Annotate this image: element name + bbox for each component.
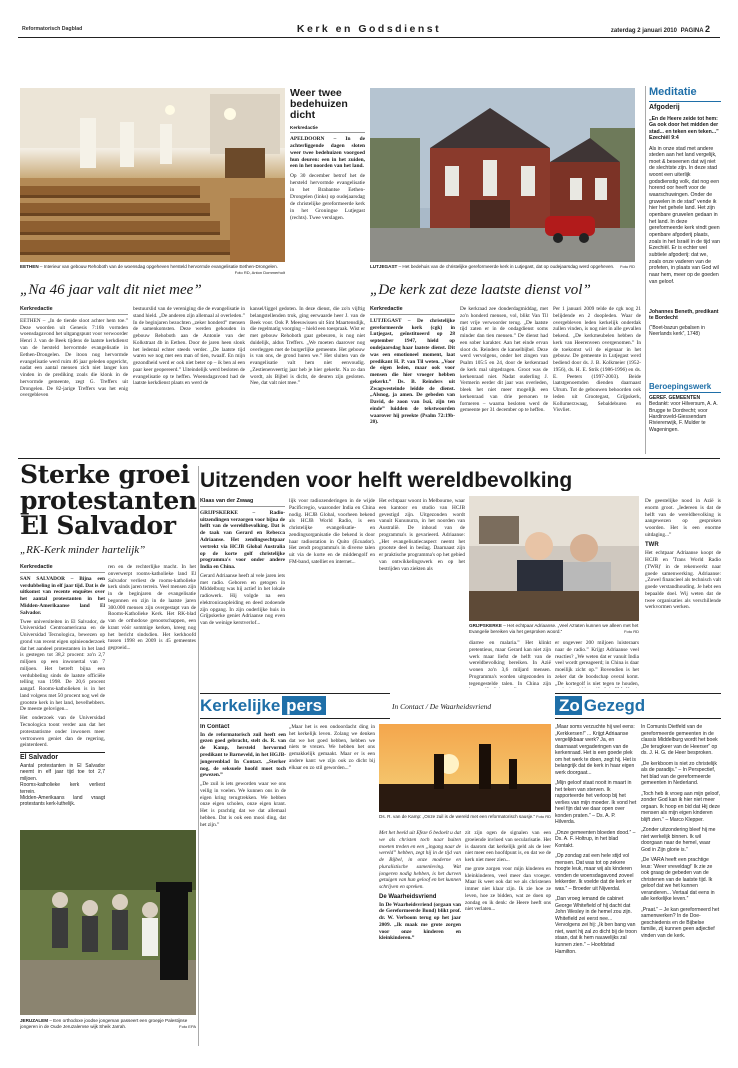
zogezegd-right-item: „De VARA heeft een prachtige leus: ‘Weer vreveldag!’ Ik zie ze ook graag de gebeden van de christenen van de laatste tijd. Ik geloof dat we het kunnen veranderen... Vertaal dat eens in alle kerkelijke leven.” [641,857,715,903]
wereld-col1-text: Gerard Adriaanse heeft al vele jaren iets met radio. Geboren en getogen in Middelburg was hij actief in het lokale radiowerk. Hij volgde na een elektronicaopleiding en deed zodoende zijn opgang. In zijn ouderlijke huis in Grijpskerke geniet Adriaanse nog even van de weinige kerstverlof... [200,572,285,627]
eethen-col-1 [20,306,128,454]
kp-col3-text: Met het beeld uit Efeze 6 bedoelt u dat we als christen toch naar buiten moeten treden en een „ingang naar de wereld” hebben, zegt hij in de tijd van de Bijbel, in onze moderne en pluralistische samenleving. Wat jongeren nodig hebben, is het durven getuigen van hun geloof en het kunnen schrijven en spreken. [379,830,461,891]
zogezegd-banner [555,693,721,719]
kerkelijke-pers-title-2: pers [282,696,326,715]
zogezegd-right-item: „Praat.” – Je kan gereformeerd het samenwerken? In de Doe-geschiedenis en de Bijbelse familie, zij kunnen geen adjectief vinden van de kerk. [641,906,720,939]
kp-col5-text: me grote zorgen voor mijn kinderen en kleinkinderen, veel meer dan vroeger. Maar ik weet ook dat we als christenen immer niet klaar zijn. Ik zie hoe ze leven, hoe ze bidden, wat ze doen op zondag en ik denk: de Heere heeft ons niet verlaten... [465,865,551,913]
zogezegd-col-2 [641,724,721,1044]
jeruzalem-caption [20,1018,196,1029]
wereld-col-2: lijk voor radiozenderingen in de wijde Pacificregio, waaronder India en China nodig. HCJB Global, voorheen bekend als HCJB World Radio, is een christelijke evangelisatie- en zendingsorganisatie die bekend is door haar radiostation in Quito (Ecuador). Het zendt programma's in diverse talen uit via de korte en de middengolf en FM-band, satelliet en internet... [289,498,375,565]
jeruzalem-caption-credit: Foto EPA [179,1023,196,1029]
meditatie-subtitle: Afgoderij [649,103,680,111]
beroepingswerk-block [649,382,721,454]
sunset-drawing [379,724,551,812]
header-section: Kerk en Godsdienst [296,23,442,35]
salvador-body-2: Het onderzoek van de Universidad Tecnologica toont verder aan dat het protestantisme onder inwoners meer vertrouwen geniet dan de regering, geinterdeerd. [20,715,105,749]
zogezegd-item: „Dan vroeg iemand de cabinet George Whitefield of hij dacht dat John Wesley in de hemel zou zijn. Whitefield zei eerst nee... Vervolgens zei hij: „Ik ben bang van niet, want hij zal zo dicht bij de troon staan, dat ik hem nauwelijks zal kunnen zien.” – Hoofdstad Hamilton. [555,896,637,955]
top-box [290,88,365,274]
eethen-headline: „Na 46 jaar valt dit niet mee” [20,282,202,298]
zogezegd-right-item: In Comunis Dietfeld van de gereformeerde gemeenten in de classis Middelburg wordt het boek „De terugkeer van de Heerser” op ds. J. H. G. de Heer besproken. [641,724,718,757]
jeruzalem-photo [20,830,196,1015]
wereld-lead: GRIJPSKERKE – Radio-uitzendingen verzorgen voor bijna de helft van de wereldbevolking. Dat is de taak van Gerard en Rebecca Adriaanse. Het zendingsechtpaar vertrekt via HCJB Global Australia op de korte golf christelijke programma's voor onder andere India en China. [200,509,285,571]
lutjegast-col1-text: LUTJEGAST – De christelijke gereformeerde kerk (cgk) in Lutjegast, geïnstitueerd op 28 september 1947, hield op oudejaarsdag haar laatste dienst. Dit was een emotioneel moment, laat predikant H. P. van Til weten. „Voor de eigen leden, maar ook voor mensen die hier vroeger hebben gekerkt.” Ds. B. Reinders uit Zwagwesteinde leidde de dienst. „Alsnog, ja amen. De gebeden van David, de zoon van Isaï, zijn ten einde” luidden de tekstwoorden waarover hij preekte (Psalm 72:19b-20). [370,317,455,426]
church-caption-bold: EETHEN [20,264,39,269]
salvador-kicker: Kerkredactie [20,564,105,573]
zogezegd-right-item: „De kerkboom is niet zo christelijk als de paradijs.” – In Perspectief, het blad van de gereformeerde gemeenten in Nederland. [641,760,717,787]
jeruzalem-caption-text: – Een orthodoxe joodse jongeman passeert een groepje Palestijnse jongeren in de Oude Jeruzalemse wijk Sheik Jarrah. [20,1018,188,1029]
kp-waarheidsvriend-title: De Waarheidsvriend [379,893,437,900]
salvador-col-2: ren en de rechterlijke macht. In het onverwerpt rooms-katholieke land El Salvador verliest de rooms-katholieke kerk sinds jaren terrein. Veel mensen zijn in de beginjaren de evangelisatie begonnen en zijn in de laatste jaren 300.000 mensen zijn overgestapt van de Rooms-Katholieke Kerk. Het RK-blad van de orthodoxe genootschappen, een krant vóór sommige kerken, kreeg nog het bericht sindsdien. Het kerkhoofd tussen 1998 en 2009 is 45 gemeentes gegroeid... [108,564,196,652]
adriaanse-drawing [469,496,639,621]
kp-intro-title: In Contact [200,724,230,730]
wereld-col-5: er ongeveer 200 miljoen luisteraars naar de radio.” Krijgt Adriaanse veel reacties? „We weten dat er vanuit India veel wordt gereageerd; in China is daar moeilijk zicht op.” Bovendien is het zeker dat de boodschap overal komt. „De kortegolf is niet tegen te houden, [555,640,639,687]
salvador-fact-item: Midden-Amerikaans land vraagt protestants kerk-luthelijk. [20,794,105,808]
zogezegd-intro: „Maar soms verzuchte hij wel eens: „Kerkkersen!” ... Krijgt Adriaanse vergelijkbaar werk? Ja, en daarnaast vergaderingen van de kerkenraad. Het is een goede plek om het werk te doen, zegt hij. Het is belangrijk dat de kerk in haar eigen werk doorgaat... [555,724,636,776]
lutjegast-caption-bold: LUTJEGAST [370,264,398,269]
eethen-col1-text: EETHEN – „In de tiende sloot achter hem toe.” Deze woorden uit Genesis 7:16b vormden woensdagavond het uitgangspunt voor verwoorder Henri J. van de Beek tijdens de laatste kerkdienst van de hersteld hervormde evangelisatie in Eethen-Drongelen. De itoon nog hervormde evangelisatie werd ruim 46 jaar geleden opgericht, nadat een aantal mensen zich niet langer kon vinden in de prediking zoals die klonk in de hervormde gemeente, zegt G. Treffers uit Drongelen. De 82-jarige Treffers was het enig overgebleven [20,317,128,399]
eethen-col-2: bestuurslid van de vereniging die de evangelisatie in stand hield. „De anderen zijn allemaal al overleden.” In de beginjaren bezochten „zeker honderd” mensen de samenkomsten. Deze werden gehouden in gebouw Rehoboth aan de Antonie van der Kolkstraat 4b in Eethen. Door de jaren heen slonk het ledental echter steeds verder. „De laatste tijd waren we nog met een man of tien, twaalf. En mijn gezondheid werd er ook niet beter op – ik ben al een paar keer geopereerd.” Uiteindelijk werd besloten de evangelisatie op te heffen. Woensdagavond had de laatste kerkdienst plaats en werd de [133,306,245,387]
van-de-kamp-caption-credit: Foto RD [536,814,551,819]
zogezegd-right-item: „Toch heb ik vroeg aan mijn geloof, zonder God kan ik hier niet meer orgaan. Ik hoop en bid dat Hij deze mensen als mijn eigen kinderen blijft zien.” – Marco Klepper. [641,790,721,823]
lutjegast-caption-credit: Foto RD [620,264,635,269]
kp-col-1 [200,724,286,1044]
wereld-col-4: diarree en malaria.” Het klinkt pretentieus, maar Gerard kan niet zijn werk maar liefst de helft van de wereldbevolking bereiken. In Azië wonen zo'n 3,6 miljard mensen. Programma's worden uitgezonden in tegengestelde talen. In China zijn [469,640,551,687]
salvador-col-1 [20,564,105,824]
adriaanse-photo [469,496,639,621]
van-de-kamp-photo [379,724,551,812]
church-interior-photo [20,88,285,262]
van-de-kamp-caption [379,814,551,820]
zogezegd-item: „Mijn geloof staat nooit in maart in het teken van sterven. Ik rapporteerde het verloop bij het verlies van mijn moeder. Ik vond het heel fijn dat we daar open over konden praten.” – Ds. A. P. Hilverda. [555,780,637,826]
kp-col1-text: „De zuil is iets geworden waar we ons veilig in voelen. We kunnen ons in de eigen kring terugtrekken. We hebben onze eigen scholen, onze eigen krant. Het is prachtig dat we dat allemaal hebben. Dat is ook een mooi ding, dat het zijn.” [200,781,286,828]
wereld-headline: Uitzenden voor helft wereldbevolking [200,470,573,491]
top-box-kicker: Kerkredactie [290,125,365,133]
salvador-fact-item: Rooms-katholieke kerk verliest terrein. [20,782,105,795]
lutjegast-col-3: Per 1 januari 2009 telde de cgk nog 21 belijdende en 2 doopleden. Waar de overgebleven leden kerkelijk onderdak zullen vinden, is nog niet in alle gevallen bekend. „De kerkmeubelen hebben de kerk van Heerenveen overgenomen.” In de toekomst wil de eigenaar in het gebouw. De gemeente in Lutjegast werd bediend door ds. J. B. Kolkmeier (1952-1956), ds. H. E. Strik (1986-1996) en ds. E. Peeters (1997-2003). Beide laatstgenoemden dienden daarnaast Ulrum. Tot de gebouwen behoorden ook leden uit Grootegast, Grijpskerk, Kollumerzwaag, Sebaldeburen en Visvliet. [553,306,641,414]
meditatie-body: Als in onze stad met andere steden aan het land vergelijk, moet & beseenen dat wij niet de slechtste zijn. In deze stad woont een uiterlijk godsdienstig volk, dat nog een horend oor heeft voor de waarschuwingen. Onder de gruwelen in de stad” vende ik hier het gehele land. Het zijn openbare gruwelen gedaan in het land. In deze gereformeerde kerk vindt geen openbare afgoderij plaats, zoals in het Israël in de tijd van Ezechiël. Er is echter wel subtiele afgoderij: dat we, zoals onze vaderen van de profeten, in plaats van God wil naar hem, meer op de goeden van geloof. [649,145,720,285]
salvador-fact-item: Aantal protestanten in El Salvador neemt in elf jaar tijd toe tot 2,7 miljoen. [20,763,105,782]
salvador-fact-title: El Salvador [20,752,105,763]
beroepingswerk-title: Beroepingswerk [649,382,721,393]
lutjegast-headline: „De kerk zat deze laatste dienst vol” [370,282,591,298]
header-date-text: zaterdag 2 januari 2010 [610,28,677,34]
adriaanse-caption-text: – Het echtpaar Adriaanse. „Veel Azïaten kunnen we alleen met het Evangelie bereiken via het gesproken woord.” [469,623,639,634]
wereld-col-3: Het echtpaar woont in Melbourne, waar een kantoor en studio van HCJB gevestigd zijn. Uitgezonden wordt vanuit Kununurra, in het noorden van Australië. De inhoud van de programma's is gevarieerd. Adriaanse: „Het evangelisatiecaspect neemt het grootste deel in beslag. Daarnaast zijn er praktische programma's op het gebied van ontwikkelingswerk en op het bestrijden van ziekten als [379,498,465,572]
beroepingswerk-body: Bedankt: voor Hilversum, A. A. Brugge te Dordrecht; voor Hardinxveld-Giessendam Rivierenwijk, F. Mulder te Wageningen. [649,401,718,433]
zogezegd-item: „Onze gemeenten bloeden dood.” – Ds. A. F. Holtrup, in het blad Kontakt. [555,829,636,849]
zogezegd-title-1: Zo [555,696,582,715]
zogezegd-item: „Op zondag zat een hele stijd vol mensen. Dat was tot op zekere hoogte leuk, maar wij als kinderen vonden de woensdagavond zoveel lekkerder. Ik voelde dat de kerk er was.” – Broeder uit Nijverdal. [555,853,634,892]
column-divider [198,466,199,1046]
kp-col-3 [379,830,461,1044]
lutjegast-col-2: De kerkraad zee donderdagmiddag, met zo'n honderd mensen, vol, blikt Van Til met vrije verwoorder terug. „De laatste tijd zaten er in de ondagdienst soms minder dan tien mensen.” De dienst had een sober karakter. Aan het einde ervan sloot ds. Reinders de kanselbijbel. Deze werd vervolgens, onder het zingen van Psalm 105:5 en 24, door de kerkenraad de kerk mal uitgedragen. Groot was de kerkenraad niet. Nadat ouderling J. Vermerin eerder dit jaar was overleden, bleek het niet meer mogelijk een kerkenraad van drie personen te formeren – waarna besloten werd de gemeente per 31 december op te heffen. [460,306,548,414]
adriaanse-caption-credit: Foto RD [624,628,639,634]
kp-col4-text: zit zijn ogen de signalen van een groeiende invloed van secularisatie. Het is daarom dat kerkelijk geld als de leer niet meer een hoofdpunt is, en dat we de kerk niet meer zien... [465,830,551,864]
header-paper: Reformatorisch Dagblad [22,26,83,32]
eethen-col-3: kansel/liggel gedoten. In deze dienst, die zo'n vijftig belangstellenden trok, ging eerwaarde heer J. van de Beek voor. Ook P. Meeuwissen uit Sint Maartensdijk, die regelmatig voorging – hield een toespraak. Wist er met gebouw Rehoboth gaat gebeuren, is nog niet duidelijk, aldus Treffers. „We moeten daarover nog overleggen met de burgerlijke gemeente. Het gebouw is van ons, de grond huren we.” Het sluiten van de evangelisatie valt hem niet eenvoudig. „Zestienenveertig jaar heb je hier gekerkt. Na zo dan wordt, als Bijbel is dicht, de deuren zijn gesloten. Nee, dat valt niet mee.” [250,306,365,387]
meditatie-block [649,86,721,376]
beroepingswerk-org: GEREF. GEMEENTEN [649,395,701,401]
church-interior-drawing [20,88,285,262]
jeruzalem-caption-bold: JERUZALEM [20,1018,49,1023]
meditatie-author: Johannes Beneth, predikant te Bordecht [649,308,719,321]
salvador-subhead: „RK-Kerk minder hartelijk” [20,544,146,556]
lutjegast-photo-caption [370,264,635,270]
top-box-body: Op 30 december betrof het de hersteld hervormde evangelisatie in het Brabantse Eethen-Drongelen (links) op oudejaarsdag de christelijke gereformeerde kerk in het Groningse Lutjegast (rechts). Twee verslagen. [290,173,365,221]
salvador-facts-list [20,763,105,808]
zogezegd-col-1 [555,724,637,1044]
kp-col-4 [465,830,551,1044]
lutjegast-caption-text: – Het bedehuis van de christelijke gereformeerde kerk in Lutjegast, dat op oudejaarsdag werd opgeheven. [397,264,615,269]
zogezegd-right-item: „Zonder uitzondering bleef hij me niet werkelijk binnen. Ik wil doorgaan naar de hemel, waar God in Zijn glorie is.” [641,827,716,853]
header-page-number: 2 [704,24,710,34]
van-de-kamp-caption-text: Ds. R. van de Kamp: „Onze zuil is de wereld met een reformatorisch sausje.” [379,814,535,819]
header-rule [18,37,720,38]
kerkelijke-pers-source: In Contact / De Waarheidsvriend [392,702,492,711]
wereld-col-1 [200,498,285,688]
salvador-body-1: Twee universiteiten in El Salvador, de Universidad Centroamericana en de Universidad Tecnologica, bewezen op grond van recent eigen opinieonderzoek dat het aandeel protestanten in het land is gestegen tot 38,2 procent: zo'n 2,7 miljoen op een inwonertal van 7 miljoen. Het betreft bijna een verdubbeling sinds de laatste officiële telling van 1998. De 20,6 procent aangaf. Rooms-katholieken is in het land volgens met 50 procent nog wel de grootste kerk in het land, bevelhebbers. De meeste gelovigen... [20,618,105,713]
salvador-headline: Sterke groei protestanten El Salvador [20,462,197,539]
header-page-label: PAGINA [680,28,704,34]
top-box-lead: APELDOORN – In de achterliggende dagen sloten weer twee bedehuizen voorgoed hun deuren: een in het zuiden, een in het noorden van het land. [290,135,365,170]
church-caption-text: – Interieur van gebouw Rehoboth van de woensdag opgeheven hersteld hervormde evangelisatie Eethen-Drongelen. [38,264,278,269]
kp-waarheidsvriend-intro: In De Waarheidsvriend (orgaan van de Gereformeerde Bond) blikt prof. dr. W. Verboom terug op het jaar 2009. „Ik maak me grote zorgen voor onze kinderen en kleinkinderen.” [379,901,461,942]
church-photo-caption [20,264,285,275]
kp-intro: In de reformatorisch zuil heeft een gezen goed gebracht, stelt ds. R. van de Kamp, hersteld hervormd predikant te Barneveld, in het HGJB-jongerenblad In Contact. „Sterker nog, de seksuele hoofd moet toch gewezen.” [200,731,286,779]
wereld-col6-text: De geestelijke nood in Azië is enorm groot. „Iedereen is dat de helft van de wereldbevolking is aangewezen op gesproken woorden. Het is een enorme uitdaging...” [645,498,721,538]
meditatie-quote: „En de Heere zeide tot hem: Ga ook door het midden der stad... en teken een teken...” Ezechiël 9:4 [649,115,719,141]
lutjegast-col-1 [370,306,455,454]
wereld-twr-body: Het echtpaar Adriaanse koopt de HCJB en 'Trans World Radio (TWR)' in de rekenwerkt naar goede samenwerking. Adriaanse: „Zowel financieel als technisch valt goede verstandhouding. Je hebt een bepaalde doel. Wij weten dat de twee organisaties als verschillende werkvormen werken. [645,550,721,611]
church-caption-credit: Foto RD, Anton Dommerholt [234,269,285,275]
kerkelijke-pers-title-1: Kerkelijke [200,696,281,715]
wereld-byline: Klaas van der Zwaag [200,498,285,507]
top-box-headline: Weer twee bedehuizen dicht [290,88,348,122]
adriaanse-caption [469,623,639,634]
column-divider [645,86,646,454]
lutjegast-drawing [370,88,635,262]
meditatie-source: (“Boet-bazun gebalsen in Neerlands kerk”, 1748) [649,324,705,337]
adriaanse-caption-bold: GRIJPSKERKE [469,623,502,628]
zogezegd-title-2: Gezegd [583,696,646,715]
lutjegast-church-photo [370,88,635,262]
header-date [611,24,710,36]
kerkelijke-pers-banner [200,693,390,719]
jeruzalem-drawing [20,830,196,1015]
mid-rule [18,458,720,459]
eethen-kicker: Kerkredactie [20,306,128,315]
lutjegast-kicker: Kerkredactie [370,306,455,315]
wereld-col-6 [645,498,721,688]
kp-col-2: „Maar het is een ondoordacht ding in het kerkelijk leven. Zolang we denken dat we het goed hebben, hebben we niets te vrezen. We hebben het ons gemakkelijk gemaakt. Maar er is een andere kant: we zijn ook zo dicht bij elkaar en zo stil geworden...” [289,724,375,771]
salvador-lead: SAN SALVADOR – Bijna een verdubbeling in elf jaar tijd. Dat is de uitkomst van recente enquêtes over het aantal protestanten in het Midden-Amerikaanse land El Salvador. [20,575,105,616]
meditatie-title: Meditatie [649,86,721,102]
wereld-twr-title: TWR [645,541,659,548]
